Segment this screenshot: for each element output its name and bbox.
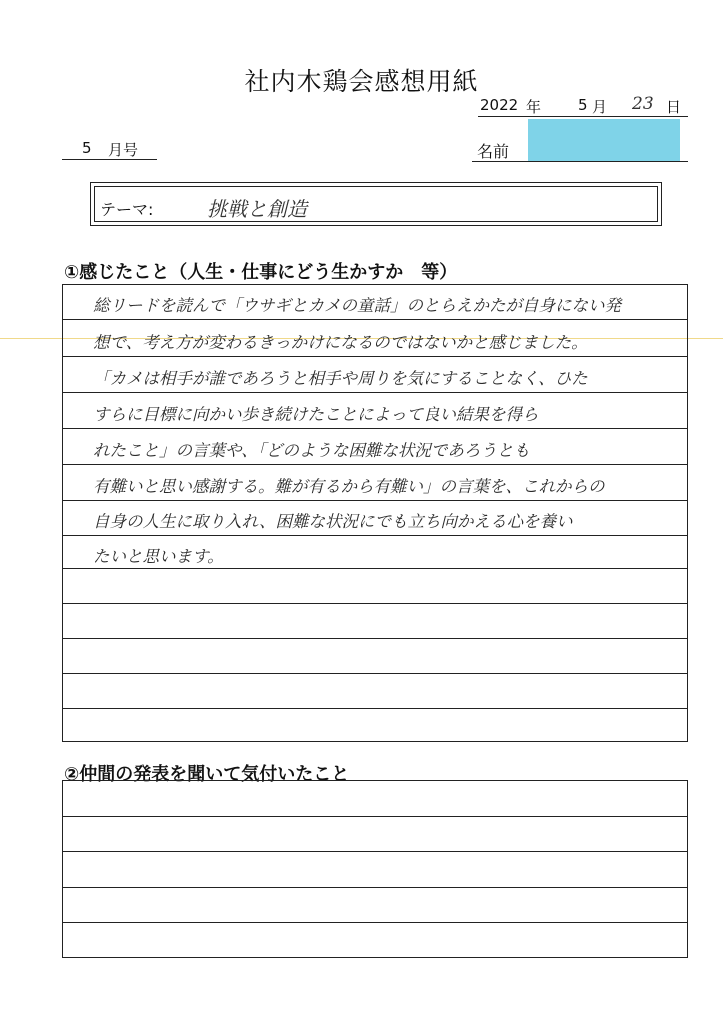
- ruled-line: [63, 922, 687, 923]
- ruled-line: [63, 500, 687, 501]
- date-field: [478, 96, 688, 117]
- name-redaction-block: [528, 119, 680, 161]
- ruled-line: [63, 887, 687, 888]
- issue-field: [62, 137, 157, 160]
- ruled-line: [63, 392, 687, 393]
- ruled-line: [63, 603, 687, 604]
- handwritten-line: 想で、考え方が変わるきっかけになるのではないかと感じました。: [93, 333, 588, 352]
- ruled-line: [63, 638, 687, 639]
- issue-month: 5: [82, 139, 92, 157]
- form-title: 社内木鶏会感想用紙: [244, 67, 479, 96]
- date-day-unit: 日: [666, 98, 682, 116]
- theme-label: テーマ:: [100, 200, 154, 219]
- handwritten-line: 総リードを読んで「ウサギとカメの童話」のとらえかたが自身にない発: [93, 296, 621, 315]
- name-field: [472, 137, 688, 162]
- handwritten-line: たいと思います。: [93, 547, 224, 566]
- date-month-unit: 月: [592, 98, 608, 116]
- handwritten-line: 自身の人生に取り入れ、困難な状況にでも立ち向かえる心を養い: [93, 512, 573, 531]
- theme-box: [90, 182, 662, 226]
- ruled-line: [63, 568, 687, 569]
- section2-title: ②仲間の発表を聞いて気付いたこと: [64, 764, 350, 785]
- theme-inner-frame: [94, 186, 658, 222]
- date-month: 5: [578, 96, 588, 114]
- ruled-line: [63, 464, 687, 465]
- ruled-line: [63, 319, 687, 320]
- issue-label: 月号: [108, 141, 139, 159]
- handwritten-line: れたこと」の言葉や、「どのような困難な状況であろうとも: [93, 441, 530, 460]
- section1-title: ①感じたこと（人生・仕事にどう生かすか 等）: [64, 262, 458, 283]
- ruled-line: [63, 673, 687, 674]
- section2-lined-area: [62, 780, 688, 958]
- theme-value: 挑戦と創造: [207, 197, 307, 221]
- ruled-line: [63, 356, 687, 357]
- ruled-line: [63, 851, 687, 852]
- ruled-line: [63, 535, 687, 536]
- handwritten-line: 「カメは相手が誰であろうと相手や周りを気にすることなく、ひた: [93, 369, 588, 388]
- ruled-line: [63, 428, 687, 429]
- date-day: 23: [632, 94, 654, 114]
- handwritten-line: すらに目標に向かい歩き続けたことによって良い結果を得ら: [93, 405, 539, 424]
- date-year: 2022: [480, 96, 519, 114]
- date-year-unit: 年: [526, 98, 542, 116]
- handwritten-line: 有難いと思い感謝する。難が有るから有難い」の言葉を、これからの: [93, 477, 605, 496]
- section1-lined-area: [62, 284, 688, 742]
- name-label: 名前: [477, 142, 510, 161]
- ruled-line: [63, 708, 687, 709]
- ruled-line: [63, 816, 687, 817]
